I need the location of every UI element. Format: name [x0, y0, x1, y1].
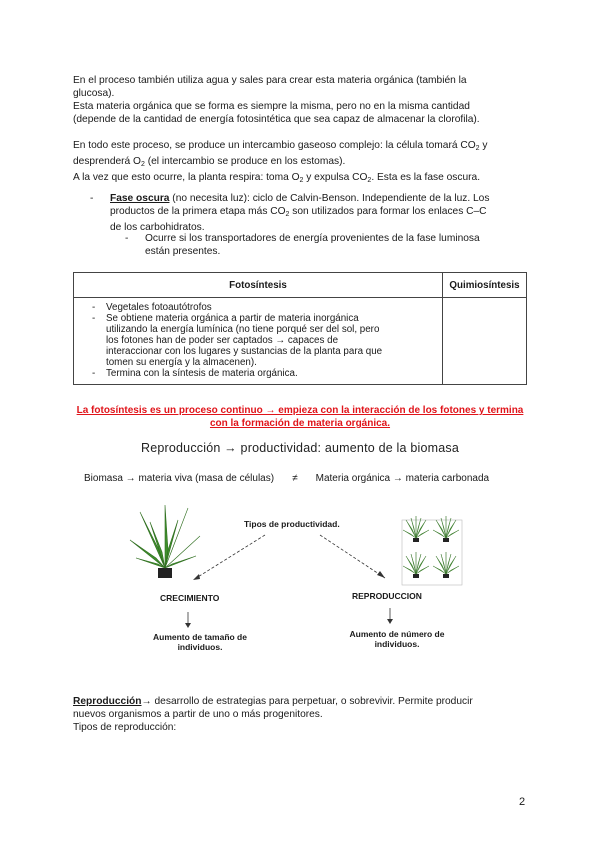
- bullet-dash: -: [92, 368, 96, 379]
- diagram-right-label: REPRODUCCION: [352, 591, 422, 601]
- table-item-body: [106, 302, 212, 313]
- text-line: Se obtiene materia orgánica a partir de materia inorgánica: [106, 313, 359, 324]
- not-equal-sign: ≠: [292, 473, 298, 484]
- gas-exchange-paragraph: [73, 139, 553, 187]
- diagram-left-desc: [148, 632, 252, 652]
- bullet-dash: -: [92, 302, 96, 313]
- table-header-row: [74, 273, 527, 298]
- text-line: están presentes.: [145, 246, 221, 257]
- biomasa-right: Materia orgánica → materia carbonada: [315, 473, 490, 484]
- arrow-head-right: [377, 571, 385, 578]
- table-cell-quimiosintesis: [443, 298, 527, 385]
- table-item: [92, 302, 436, 313]
- text-span: A la vez que esto ocurre, la planta respira: toma O: [73, 172, 300, 183]
- diagram-left-label: CRECIMIENTO: [160, 593, 220, 603]
- text-line: [73, 695, 543, 708]
- text-line: con la formación de materia orgánica.: [209, 418, 391, 429]
- bullet-body: [104, 192, 489, 234]
- subscript: 2: [285, 211, 290, 218]
- subscript: 2: [367, 177, 372, 184]
- text-line: nuevos organismos a partir de uno o más progenitores.: [73, 709, 323, 720]
- table-header-quimiosintesis: Quimiosíntesis: [443, 273, 527, 298]
- text-line: [73, 139, 553, 155]
- comparison-table: [73, 272, 527, 385]
- text-span: y: [479, 140, 488, 151]
- diagram-left-desc-line: Aumento de tamaño de: [153, 632, 247, 642]
- highlight-statement: [60, 404, 540, 430]
- text-line: [110, 205, 489, 221]
- plant-grid-icon: [402, 516, 462, 585]
- text-line: [73, 171, 553, 187]
- text-line: los fotones han de poder ser captados → capaces de: [106, 335, 339, 346]
- productivity-diagram: [0, 500, 600, 670]
- biomasa-line: [84, 472, 524, 485]
- table-item-body: [106, 313, 382, 368]
- arrow-down-left-head: [185, 623, 191, 628]
- text-span: productos de la primera etapa más CO: [110, 206, 286, 217]
- diagram-right-desc-line: Aumento de número de: [349, 629, 445, 639]
- arrow-head-left: [193, 574, 200, 580]
- reproduccion-title: Reproducción: [73, 696, 142, 707]
- text-line: Termina con la síntesis de materia orgánica.: [106, 368, 298, 379]
- diagram-right-desc-line: individuos.: [374, 639, 420, 649]
- text-line: Vegetales fotoautótrofos: [106, 302, 212, 313]
- text-span: . Esta es la fase oscura.: [371, 172, 481, 183]
- text-line: tomen su energía y la almacenen).: [106, 357, 257, 368]
- reproduccion-paragraph: [73, 695, 543, 734]
- table-cell-fotosintesis: [74, 298, 443, 385]
- text-line: La fotosíntesis es un proceso continuo → empieza con la interacción de los fotones y termina: [76, 405, 524, 416]
- subscript: 2: [475, 145, 480, 152]
- text-span: → desarrollo de estrategias para perpetuar, o sobrevivir. Permite producir: [141, 696, 473, 707]
- arrow-line-left: [193, 535, 265, 580]
- small-plant-icon: [433, 552, 459, 578]
- diagram-title: Tipos de productividad.: [244, 519, 340, 529]
- bullet-dash: -: [90, 193, 94, 204]
- bullet-title: Fase oscura: [110, 193, 170, 204]
- text-line: En el proceso también utiliza agua y sales para crear esta materia orgánica (también la: [73, 75, 467, 86]
- text-span: (el intercambio se produce en los estomas).: [144, 156, 346, 167]
- text-line: (depende de la cantidad de energía fotosintética que sea capaz de almacenar la clorofila).: [73, 114, 480, 125]
- text-line: Esta materia orgánica que se forma es siempre la misma, pero no en la misma cantidad: [73, 101, 470, 112]
- text-line: de los carbohidratos.: [110, 222, 205, 233]
- text-line: [73, 155, 553, 171]
- bullet-row: [90, 192, 550, 234]
- table-item: [92, 368, 436, 379]
- text-span: (no necesita luz): ciclo de Calvin-Benson. Independiente de la luz. Los: [169, 193, 490, 204]
- sub-bullet: [125, 232, 545, 258]
- table-row: [74, 298, 527, 385]
- bullet-fase-oscura: [90, 192, 550, 234]
- text-span: En todo este proceso, se produce un intercambio gaseoso complejo: la célula tomará CO: [73, 140, 476, 151]
- table-item: [92, 313, 436, 368]
- text-line: glucosa).: [73, 88, 115, 99]
- bullet-dash: -: [125, 233, 129, 244]
- text-line: Tipos de reproducción:: [73, 722, 177, 733]
- text-span: son utilizados para formar los enlaces C–C: [289, 206, 487, 217]
- subscript: 2: [140, 161, 145, 168]
- page-number: 2: [519, 796, 526, 808]
- section-heading: Reproducción → productividad: aumento de la biomasa: [140, 441, 460, 455]
- arrow-down-right-head: [387, 619, 393, 624]
- subscript: 2: [299, 177, 304, 184]
- plant-large-icon: [130, 505, 200, 578]
- table-header-fotosintesis: Fotosíntesis: [74, 273, 443, 298]
- sub-bullet-body: [139, 232, 480, 258]
- text-line: interaccionar con los lugares y sustancias de la planta para que: [106, 346, 383, 357]
- intro-paragraph: [73, 74, 543, 126]
- diagram-left-desc-line: individuos.: [177, 642, 223, 652]
- table-item-list: [92, 302, 436, 379]
- diagram-right-desc: [344, 629, 450, 649]
- text-span: y expulsa CO: [303, 172, 368, 183]
- small-plant-icon: [403, 552, 429, 578]
- text-line: [110, 192, 489, 205]
- text-line: Ocurre si los transportadores de energía provenientes de la fase luminosa: [145, 233, 480, 244]
- table-item-body: [106, 368, 298, 379]
- biomasa-left: Biomasa → materia viva (masa de células): [84, 473, 275, 484]
- text-span: desprenderá O: [73, 156, 141, 167]
- text-line: utilizando la energía lumínica (no tiene porqué ser del sol, pero: [106, 324, 380, 335]
- bullet-dash: -: [92, 313, 96, 324]
- arrow-line-right: [320, 535, 385, 578]
